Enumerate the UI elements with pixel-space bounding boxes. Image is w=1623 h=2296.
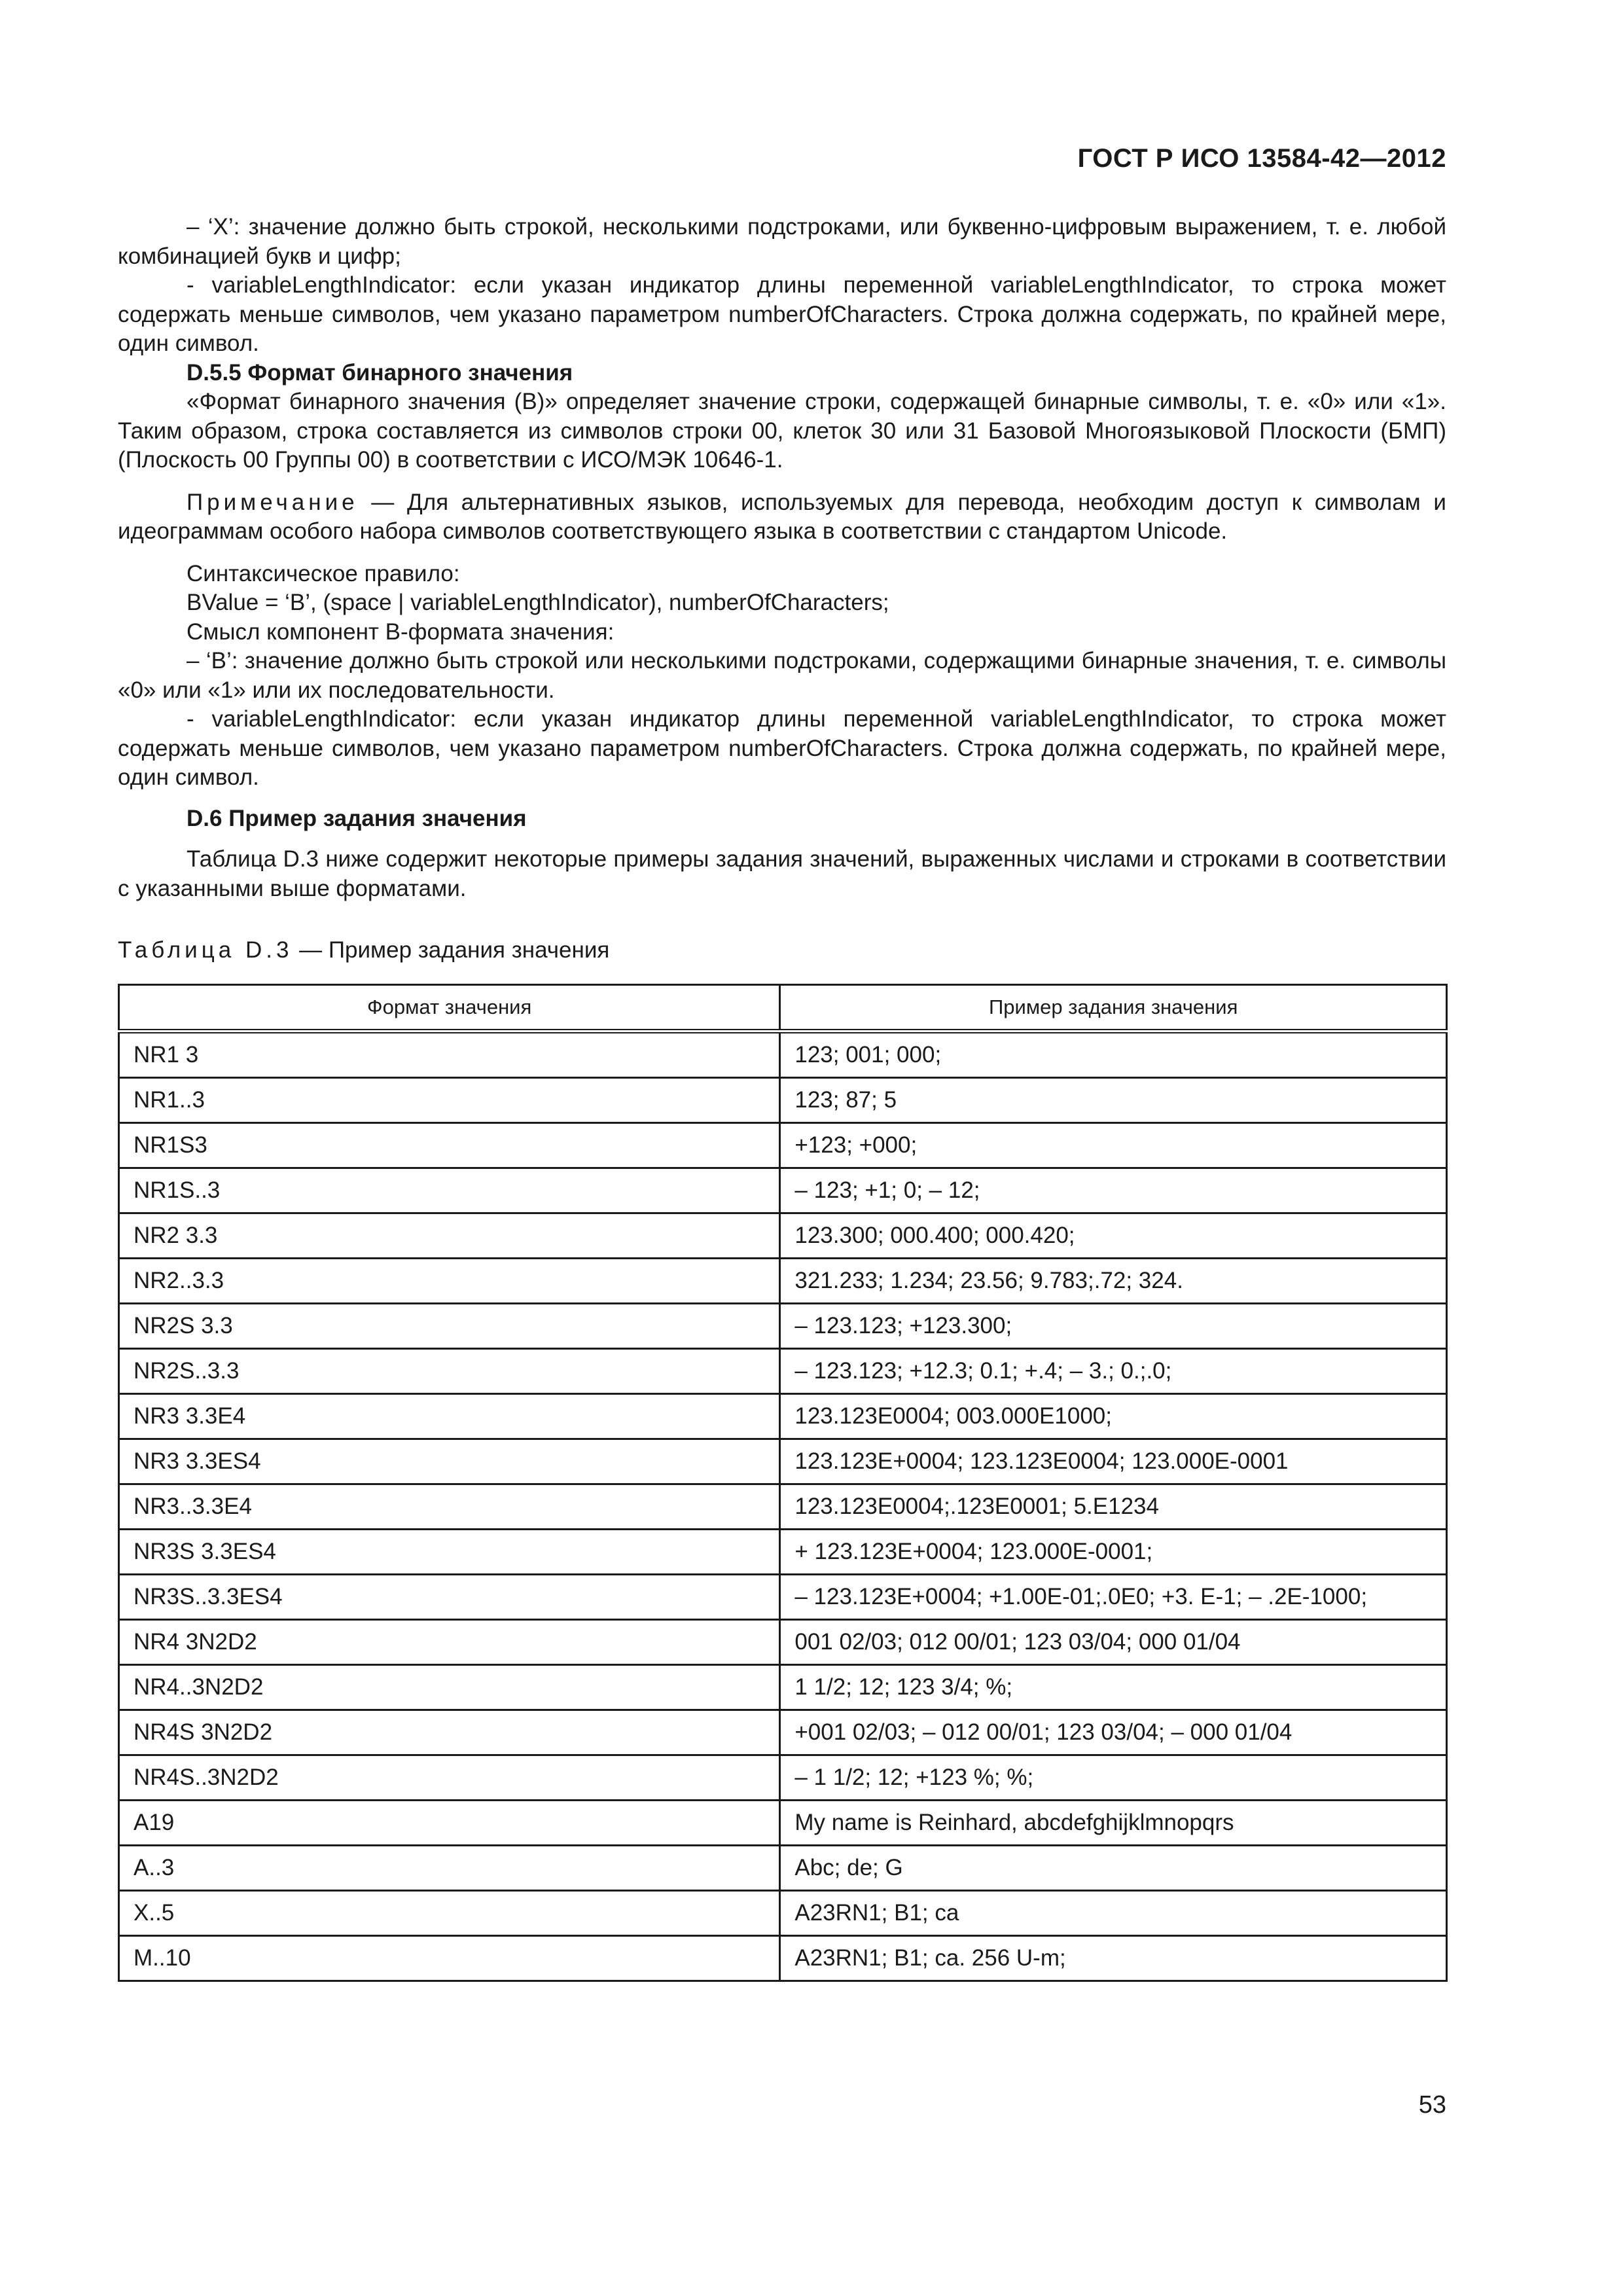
example-cell: 123.123E0004; 003.000E1000;: [780, 1394, 1447, 1439]
table-row: [119, 1530, 1447, 1575]
format-cell: NR2..3.3: [119, 1259, 780, 1304]
format-cell: NR2 3.3: [119, 1213, 780, 1259]
column-header-format: Формат значения: [119, 985, 780, 1031]
table-row: [119, 1123, 1447, 1168]
format-cell: NR4S 3N2D2: [119, 1710, 780, 1755]
example-cell: 123.123E0004;.123E0001; 5.E1234: [780, 1484, 1447, 1530]
table-row: [119, 1439, 1447, 1484]
note-text: — Для альтернативных языков, используемых для перевода, необходим доступ к символам и идеограммам особого набора символов соответствующего языка в соответствии с стандартом Unicode.: [118, 489, 1446, 544]
table-row: [119, 1304, 1447, 1349]
example-cell: 123; 87; 5: [780, 1078, 1447, 1123]
table-caption-label: Таблица D.3: [118, 937, 293, 963]
table-caption-text: — Пример задания значения: [293, 937, 610, 963]
table-row: [119, 1801, 1447, 1846]
example-cell: – 123.123E+0004; +1.00E-01;.0E0; +3. E-1; – .2E-1000;: [780, 1575, 1447, 1620]
value-examples-table: [118, 984, 1448, 1982]
document-standard-header: ГОСТ Р ИСО 13584-42—2012: [1077, 144, 1446, 173]
table-row: [119, 1846, 1447, 1891]
format-cell: NR1S3: [119, 1123, 780, 1168]
section-heading-d6: D.6 Пример задания значения: [187, 805, 527, 831]
paragraph-variable-length-2: - variableLengthIndicator: если указан индикатор длины переменной variableLengthIndicator, то строка может содержать меньше символов, чем указано параметром numberOfCharacters. Строка должна содержать, по крайней мере, один символ.: [118, 706, 1446, 790]
format-cell: NR3S 3.3ES4: [119, 1530, 780, 1575]
table-caption: [118, 936, 609, 965]
table-row: [119, 1213, 1447, 1259]
format-cell: NR2S 3.3: [119, 1304, 780, 1349]
paragraph-x-format: – ‘X’: значение должно быть строкой, несколькими подстроками, или буквенно-цифровым выражением, т. е. любой комбинацией букв и цифр;: [118, 214, 1446, 269]
example-cell: 123; 001; 000;: [780, 1031, 1447, 1078]
example-cell: My name is Reinhard, abcdefghijklmnopqrs: [780, 1801, 1447, 1846]
table-row: [119, 1710, 1447, 1755]
format-cell: NR4 3N2D2: [119, 1620, 780, 1665]
example-cell: 123.300; 000.400; 000.420;: [780, 1213, 1447, 1259]
example-cell: +001 02/03; – 012 00/01; 123 03/04; – 000 01/04: [780, 1710, 1447, 1755]
table-row: [119, 1484, 1447, 1530]
example-cell: 1 1/2; 12; 123 3/4; %;: [780, 1665, 1447, 1710]
paragraph-binary-format: «Формат бинарного значения (B)» определяет значение строки, содержащей бинарные символы, т. е. «0» или «1». Таким образом, строка составляется из символов строки 00, клеток 30 или 31 Базовой Многоязыковой Плоскости (БМП) (Плоскость 00 Группы 00) в соответствии с ИСО/МЭК 10646-1.: [118, 389, 1446, 473]
format-cell: NR3S..3.3ES4: [119, 1575, 780, 1620]
example-cell: 123.123E+0004; 123.123E0004; 123.000E-0001: [780, 1439, 1447, 1484]
format-cell: A..3: [119, 1846, 780, 1891]
format-cell: NR3..3.3E4: [119, 1484, 780, 1530]
column-header-example: Пример задания значения: [780, 985, 1447, 1031]
format-cell: NR1..3: [119, 1078, 780, 1123]
example-cell: 001 02/03; 012 00/01; 123 03/04; 000 01/04: [780, 1620, 1447, 1665]
format-cell: NR4S..3N2D2: [119, 1755, 780, 1801]
table-row: [119, 1168, 1447, 1213]
example-cell: 321.233; 1.234; 23.56; 9.783;.72; 324.: [780, 1259, 1447, 1304]
example-cell: A23RN1; B1; ca: [780, 1891, 1447, 1936]
format-cell: X..5: [119, 1891, 780, 1936]
table-row: [119, 1755, 1447, 1801]
example-cell: – 123; +1; 0; – 12;: [780, 1168, 1447, 1213]
format-cell: NR4..3N2D2: [119, 1665, 780, 1710]
format-cell: NR3 3.3E4: [119, 1394, 780, 1439]
example-cell: A23RN1; B1; ca. 256 U-m;: [780, 1936, 1447, 1981]
paragraph-b-value: – ‘B’: значение должно быть строкой или несколькими подстроками, содержащими бинарные значения, т. е. символы «0» или «1» или их последовательности.: [118, 648, 1446, 703]
example-cell: – 123.123; +123.300;: [780, 1304, 1447, 1349]
format-cell: A19: [119, 1801, 780, 1846]
example-cell: + 123.123E+0004; 123.000E-0001;: [780, 1530, 1447, 1575]
paragraph-bvalue-rule: BValue = ‘B’, (space | variableLengthIndicator), numberOfCharacters;: [187, 590, 889, 615]
note-paragraph: [118, 488, 1446, 547]
table-row: [119, 1031, 1447, 1078]
format-cell: NR3 3.3ES4: [119, 1439, 780, 1484]
paragraph-b-components: Смысл компонент B-формата значения:: [187, 619, 615, 645]
table-row: [119, 1349, 1447, 1394]
format-cell: NR1S..3: [119, 1168, 780, 1213]
note-label: Примечание: [187, 489, 359, 515]
example-cell: +123; +000;: [780, 1123, 1447, 1168]
page-number: 53: [1418, 2091, 1446, 2119]
section-heading-d55: D.5.5 Формат бинарного значения: [187, 359, 573, 386]
table-body: [119, 1031, 1447, 1981]
table-row: [119, 1575, 1447, 1620]
table-row: [119, 1891, 1447, 1936]
body-text: [118, 213, 1446, 903]
example-cell: – 123.123; +12.3; 0.1; +.4; – 3.; 0.;.0;: [780, 1349, 1447, 1394]
format-cell: M..10: [119, 1936, 780, 1981]
table-row: [119, 1936, 1447, 1981]
paragraph-table-intro: Таблица D.3 ниже содержит некоторые примеры задания значений, выраженных числами и строками в соответствии с указанными выше форматами.: [118, 846, 1446, 901]
table-row: [119, 1665, 1447, 1710]
example-cell: Abc; de; G: [780, 1846, 1447, 1891]
paragraph-variable-length-1: - variableLengthIndicator: если указан индикатор длины переменной variableLengthIndicator, то строка может содержать меньше символов, чем указано параметром numberOfCharacters. Строка должна содержать, по крайней мере, один символ.: [118, 272, 1446, 356]
example-cell: – 1 1/2; 12; +123 %; %;: [780, 1755, 1447, 1801]
format-cell: NR2S..3.3: [119, 1349, 780, 1394]
table-header-row: [119, 985, 1447, 1031]
table-row: [119, 1394, 1447, 1439]
table-row: [119, 1620, 1447, 1665]
format-cell: NR1 3: [119, 1031, 780, 1078]
table-row: [119, 1078, 1447, 1123]
paragraph-syntax-rule: Синтаксическое правило:: [187, 560, 460, 586]
table-row: [119, 1259, 1447, 1304]
